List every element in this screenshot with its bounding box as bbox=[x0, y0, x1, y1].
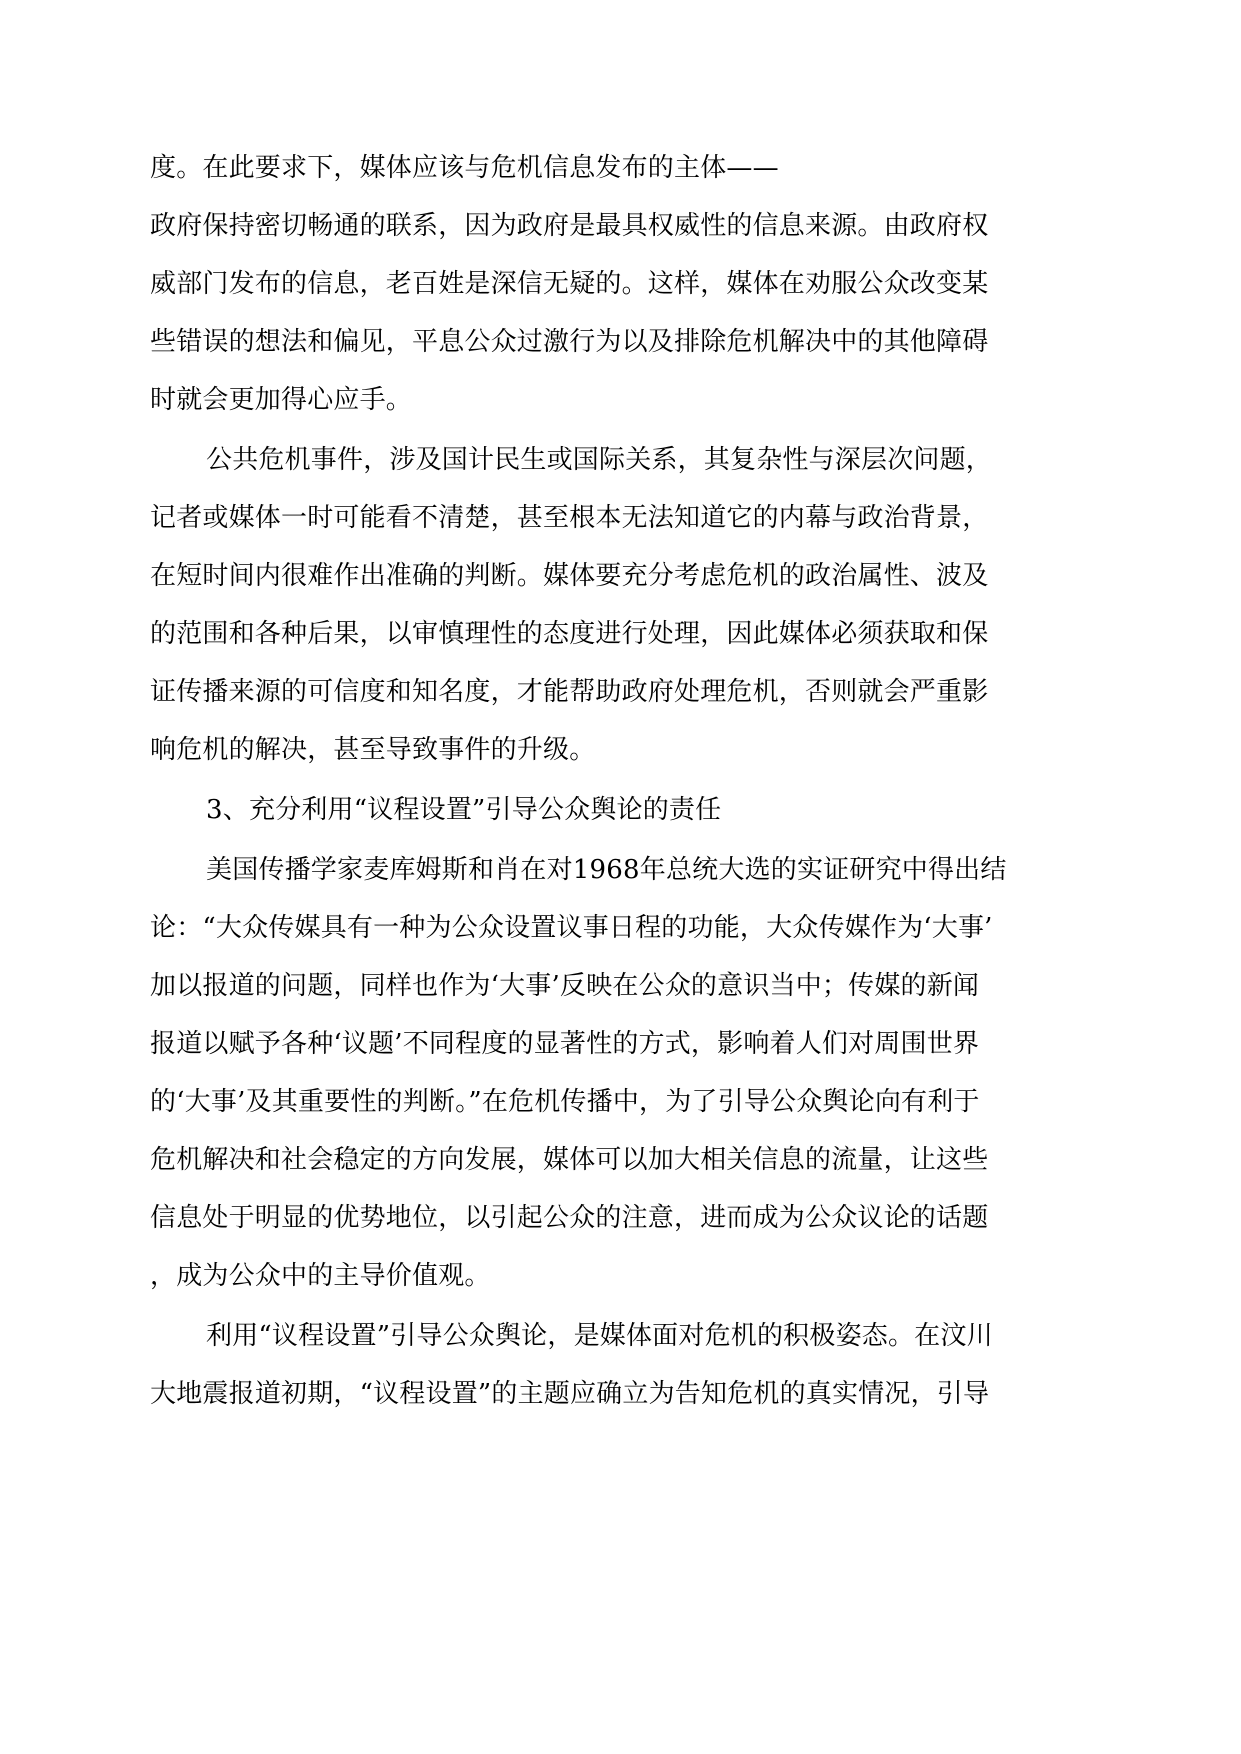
text-line-6: 公共危机事件，涉及国计民生或国际关系，其复杂性与深层次问题， bbox=[206, 445, 993, 475]
text-line-2: 政府保持密切畅通的联系，因为政府是最具权威性的信息来源。由政府权 bbox=[150, 211, 989, 241]
text-line-17: 的‘大事’及其重要性的判断。”在危机传播中，为了引导公众舆论向有利于 bbox=[150, 1087, 980, 1117]
text-line-7: 记者或媒体一时可能看不清楚，甚至根本无法知道它的内幕与政治背景， bbox=[150, 503, 989, 533]
text-line-3: 威部门发布的信息，老百姓是深信无疑的。这样，媒体在劝服公众改变某 bbox=[150, 269, 989, 299]
text-line-5: 时就会更加得心应手。 bbox=[150, 385, 413, 415]
text-line-14: 论：“大众传媒具有一种为公众设置议事日程的功能，大众传媒作为‘大事’ bbox=[150, 913, 993, 943]
text-line-11: 响危机的解决，甚至导致事件的升级。 bbox=[150, 735, 596, 765]
text-line-18: 危机解决和社会稳定的方向发展，媒体可以加大相关信息的流量，让这些 bbox=[150, 1145, 989, 1175]
text-line-22: 大地震报道初期，“议程设置”的主题应确立为告知危机的真实情况，引导 bbox=[150, 1379, 990, 1409]
text-line-9: 的范围和各种后果，以审慎理性的态度进行处理，因此媒体必须获取和保 bbox=[150, 619, 989, 649]
text-line-16: 报道以赋予各种‘议题’不同程度的显著性的方式，影响着人们对周围世界 bbox=[150, 1029, 980, 1059]
text-line-1: 度。在此要求下，媒体应该与危机信息发布的主体—— bbox=[150, 153, 779, 183]
text-line-13: 美国传播学家麦库姆斯和肖在对1968年总统大选的实证研究中得出结 bbox=[206, 855, 1007, 885]
text-line-10: 证传播来源的可信度和知名度，才能帮助政府处理危机，否则就会严重影 bbox=[150, 677, 989, 707]
text-line-4: 些错误的想法和偏见，平息公众过激行为以及排除危机解决中的其他障碍 bbox=[150, 327, 989, 357]
text-line-8: 在短时间内很难作出准确的判断。媒体要充分考虑危机的政治属性、波及 bbox=[150, 561, 989, 591]
section-heading: 3、充分利用“议程设置”引导公众舆论的责任 bbox=[206, 795, 722, 825]
text-line-19: 信息处于明显的优势地位，以引起公众的注意，进而成为公众议论的话题 bbox=[150, 1203, 989, 1233]
text-line-20: ，成为公众中的主导价值观。 bbox=[150, 1261, 491, 1291]
text-line-21: 利用“议程设置”引导公众舆论，是媒体面对危机的积极姿态。在汶川 bbox=[206, 1321, 993, 1351]
text-line-15: 加以报道的问题，同样也作为‘大事’反映在公众的意识当中；传媒的新闻 bbox=[150, 971, 980, 1001]
